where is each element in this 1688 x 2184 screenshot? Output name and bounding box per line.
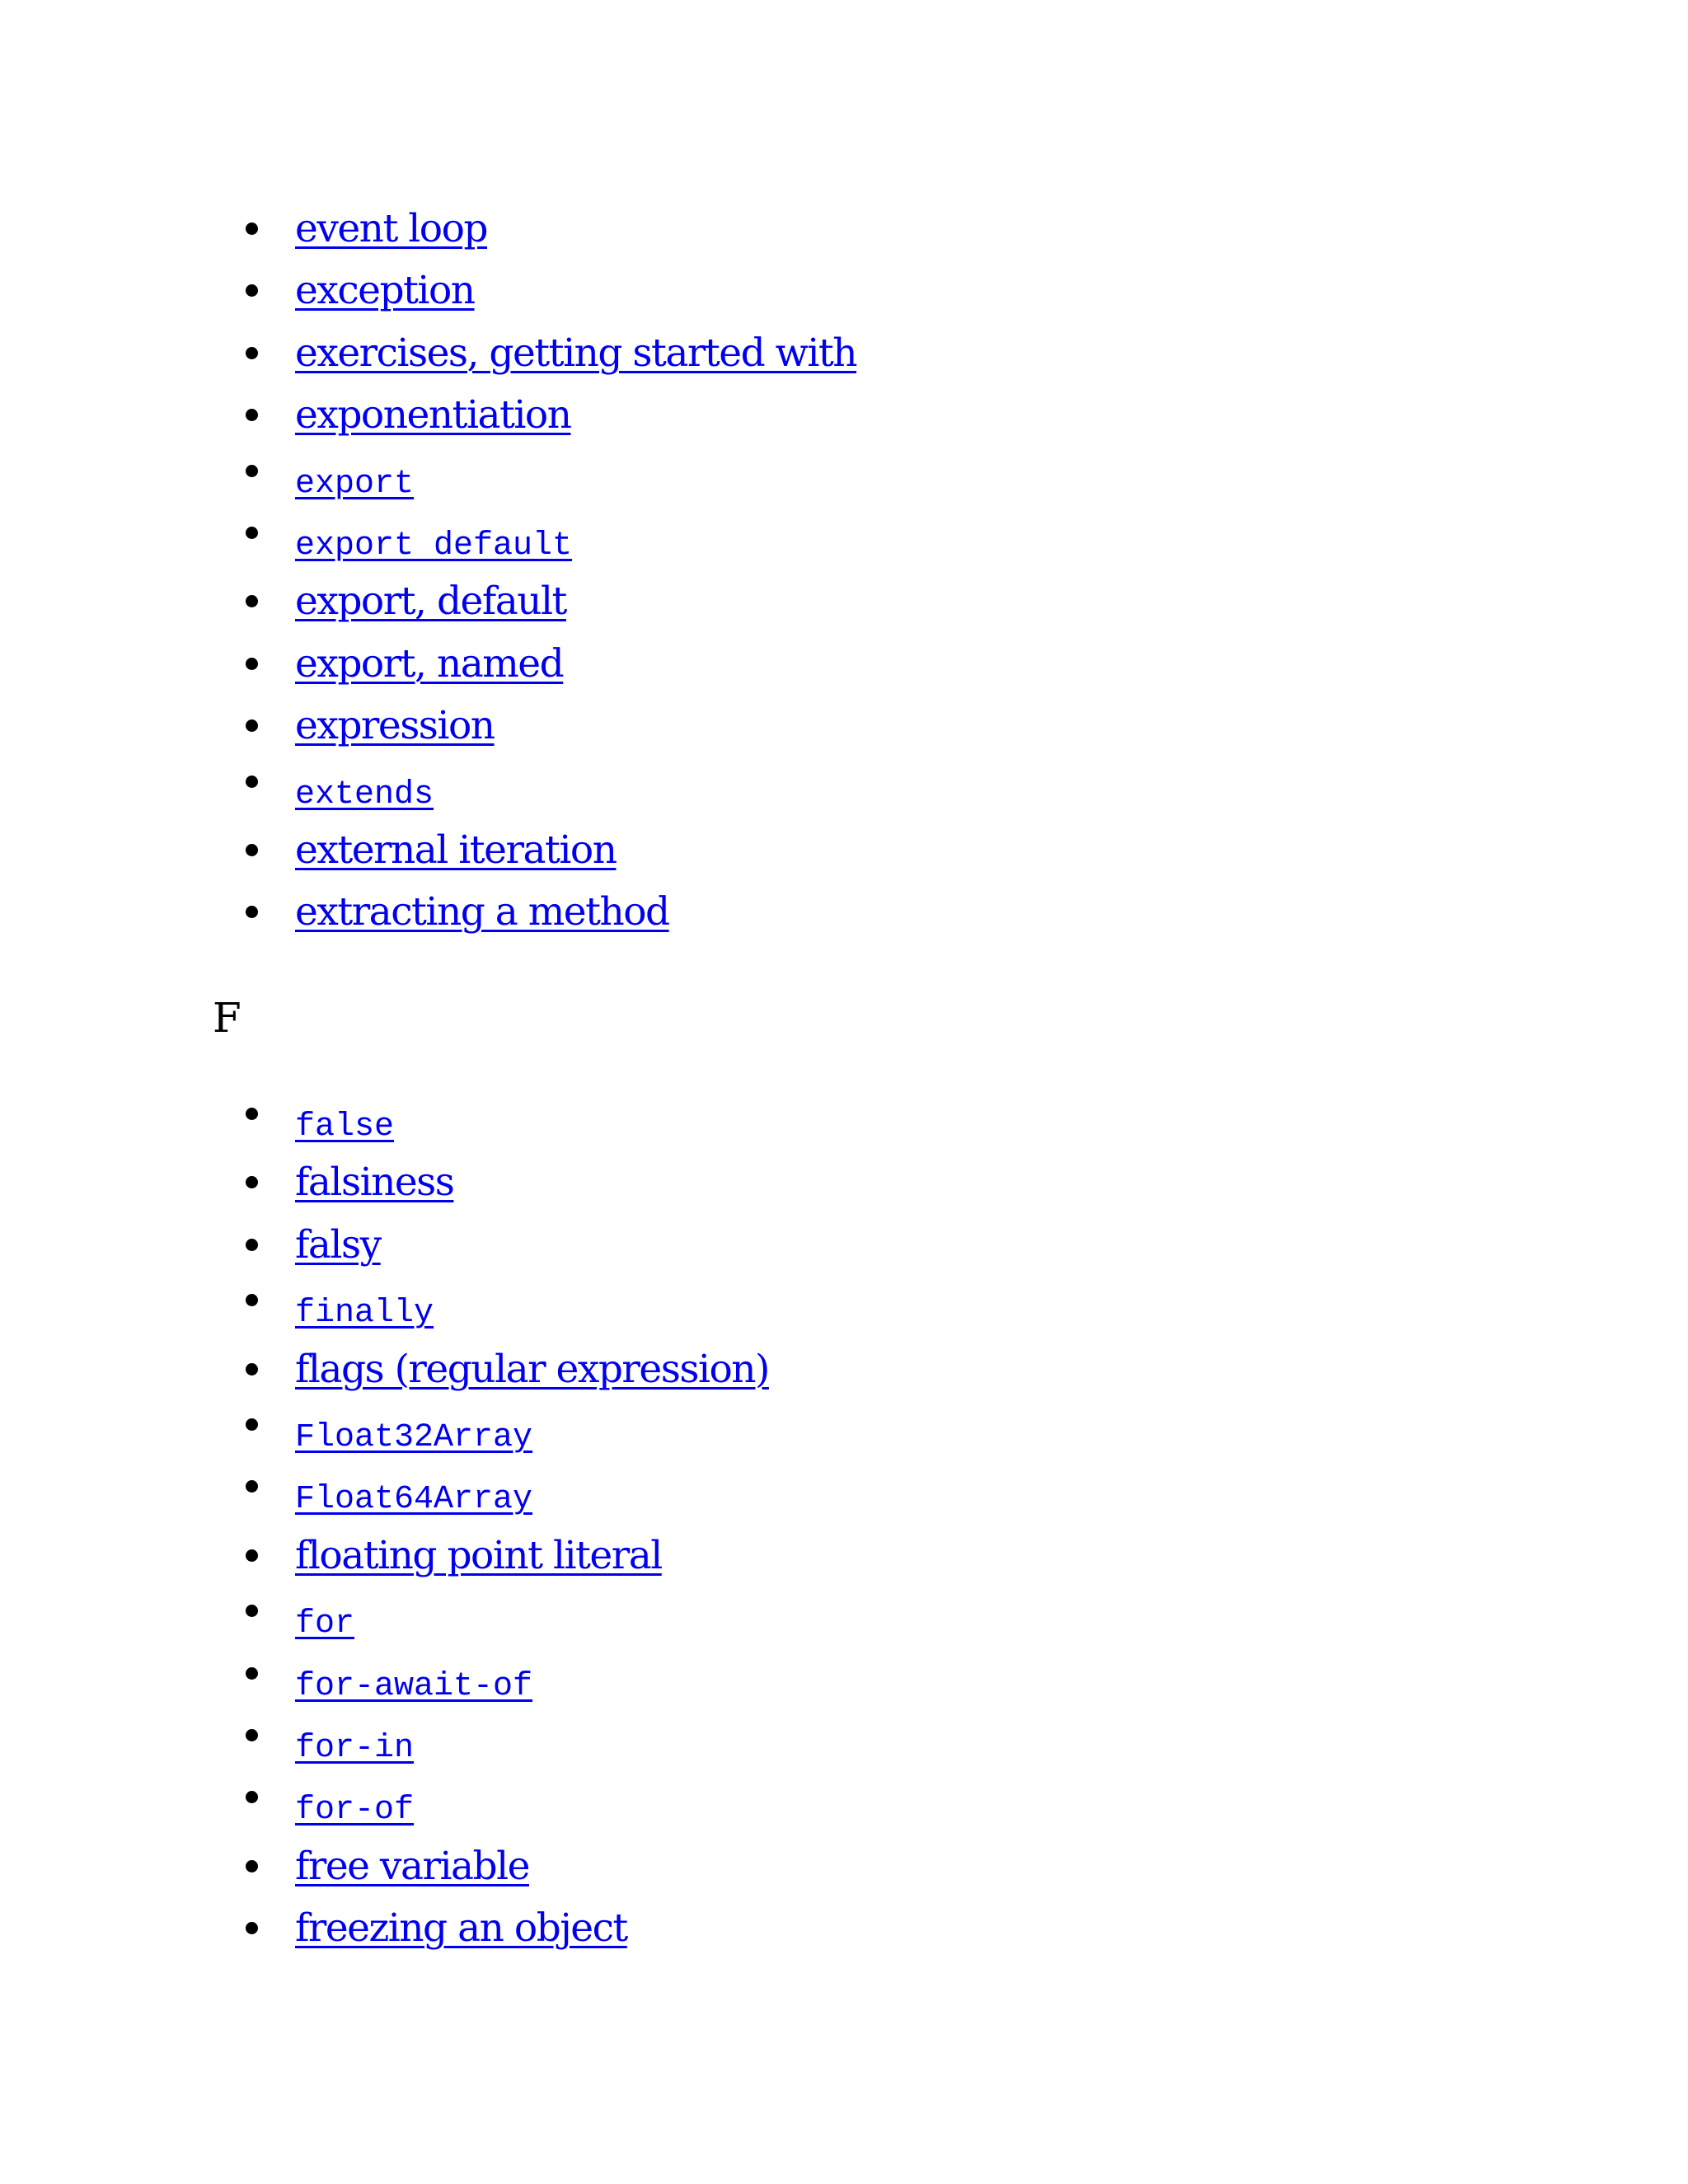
- index-entry-link[interactable]: export, named: [295, 640, 564, 687]
- index-entry-link[interactable]: event loop: [295, 206, 487, 251]
- index-entry-link[interactable]: export, default: [295, 579, 566, 625]
- bullet-icon: [246, 1791, 258, 1803]
- bullet-icon: [246, 409, 258, 421]
- index-entry-link[interactable]: floating point literal: [295, 1532, 662, 1578]
- index-entry-link[interactable]: Float32Array: [295, 1418, 533, 1456]
- index-entry-link[interactable]: freezing an object: [295, 1905, 627, 1952]
- index-entry-link[interactable]: expression: [295, 703, 495, 749]
- index-entry-link[interactable]: flags (regular expression): [295, 1346, 769, 1392]
- bullet-icon: [246, 223, 258, 235]
- bullet-icon: [246, 284, 258, 297]
- bullet-icon: [246, 1549, 258, 1562]
- bullet-icon: [246, 1239, 258, 1251]
- index-entry-link[interactable]: for: [295, 1605, 355, 1643]
- index-entry-link[interactable]: for-in: [295, 1729, 415, 1767]
- bullet-icon: [246, 595, 258, 607]
- bullet-icon: [246, 1729, 258, 1741]
- bullet-icon: [246, 719, 258, 732]
- index-entry-link[interactable]: exercises, getting started with: [295, 330, 857, 376]
- index-entry-link[interactable]: Float64Array: [295, 1481, 533, 1519]
- bullet-icon: [246, 1860, 258, 1872]
- bullet-icon: [246, 1418, 258, 1431]
- index-entry-link[interactable]: export default: [295, 527, 573, 565]
- index-entry-link[interactable]: falsiness: [295, 1160, 454, 1206]
- bullet-icon: [246, 1108, 258, 1120]
- bullet-icon: [246, 1922, 258, 1934]
- index-entry-link[interactable]: export: [295, 465, 415, 503]
- bullet-icon: [246, 658, 258, 670]
- index-entry-link[interactable]: extends: [295, 776, 434, 813]
- bullet-icon: [246, 1667, 258, 1680]
- index-entry-link[interactable]: extracting a method: [295, 889, 669, 935]
- index-entry-link[interactable]: exponentiation: [295, 392, 571, 438]
- index-entry-link[interactable]: for-of: [295, 1792, 415, 1830]
- index-entry-link[interactable]: free variable: [295, 1843, 529, 1889]
- bullet-icon: [246, 906, 258, 918]
- index-entry-link[interactable]: falsy: [295, 1221, 381, 1268]
- bullet-icon: [246, 1480, 258, 1493]
- index-entry-link[interactable]: false: [295, 1108, 395, 1146]
- bullet-icon: [246, 1294, 258, 1306]
- bullet-icon: [246, 1363, 258, 1376]
- bullet-icon: [246, 1176, 258, 1188]
- index-entry-link[interactable]: for-await-of: [295, 1667, 533, 1705]
- bullet-icon: [246, 1605, 258, 1617]
- index-entry-link[interactable]: finally: [295, 1295, 434, 1333]
- bullet-icon: [246, 347, 258, 359]
- section-heading-f: F: [213, 994, 241, 1042]
- index-entry-link[interactable]: external iteration: [295, 827, 617, 873]
- bullet-icon: [246, 776, 258, 788]
- bullet-icon: [246, 527, 258, 539]
- index-entry-link[interactable]: exception: [295, 268, 475, 314]
- bullet-icon: [246, 465, 258, 477]
- bullet-icon: [246, 844, 258, 856]
